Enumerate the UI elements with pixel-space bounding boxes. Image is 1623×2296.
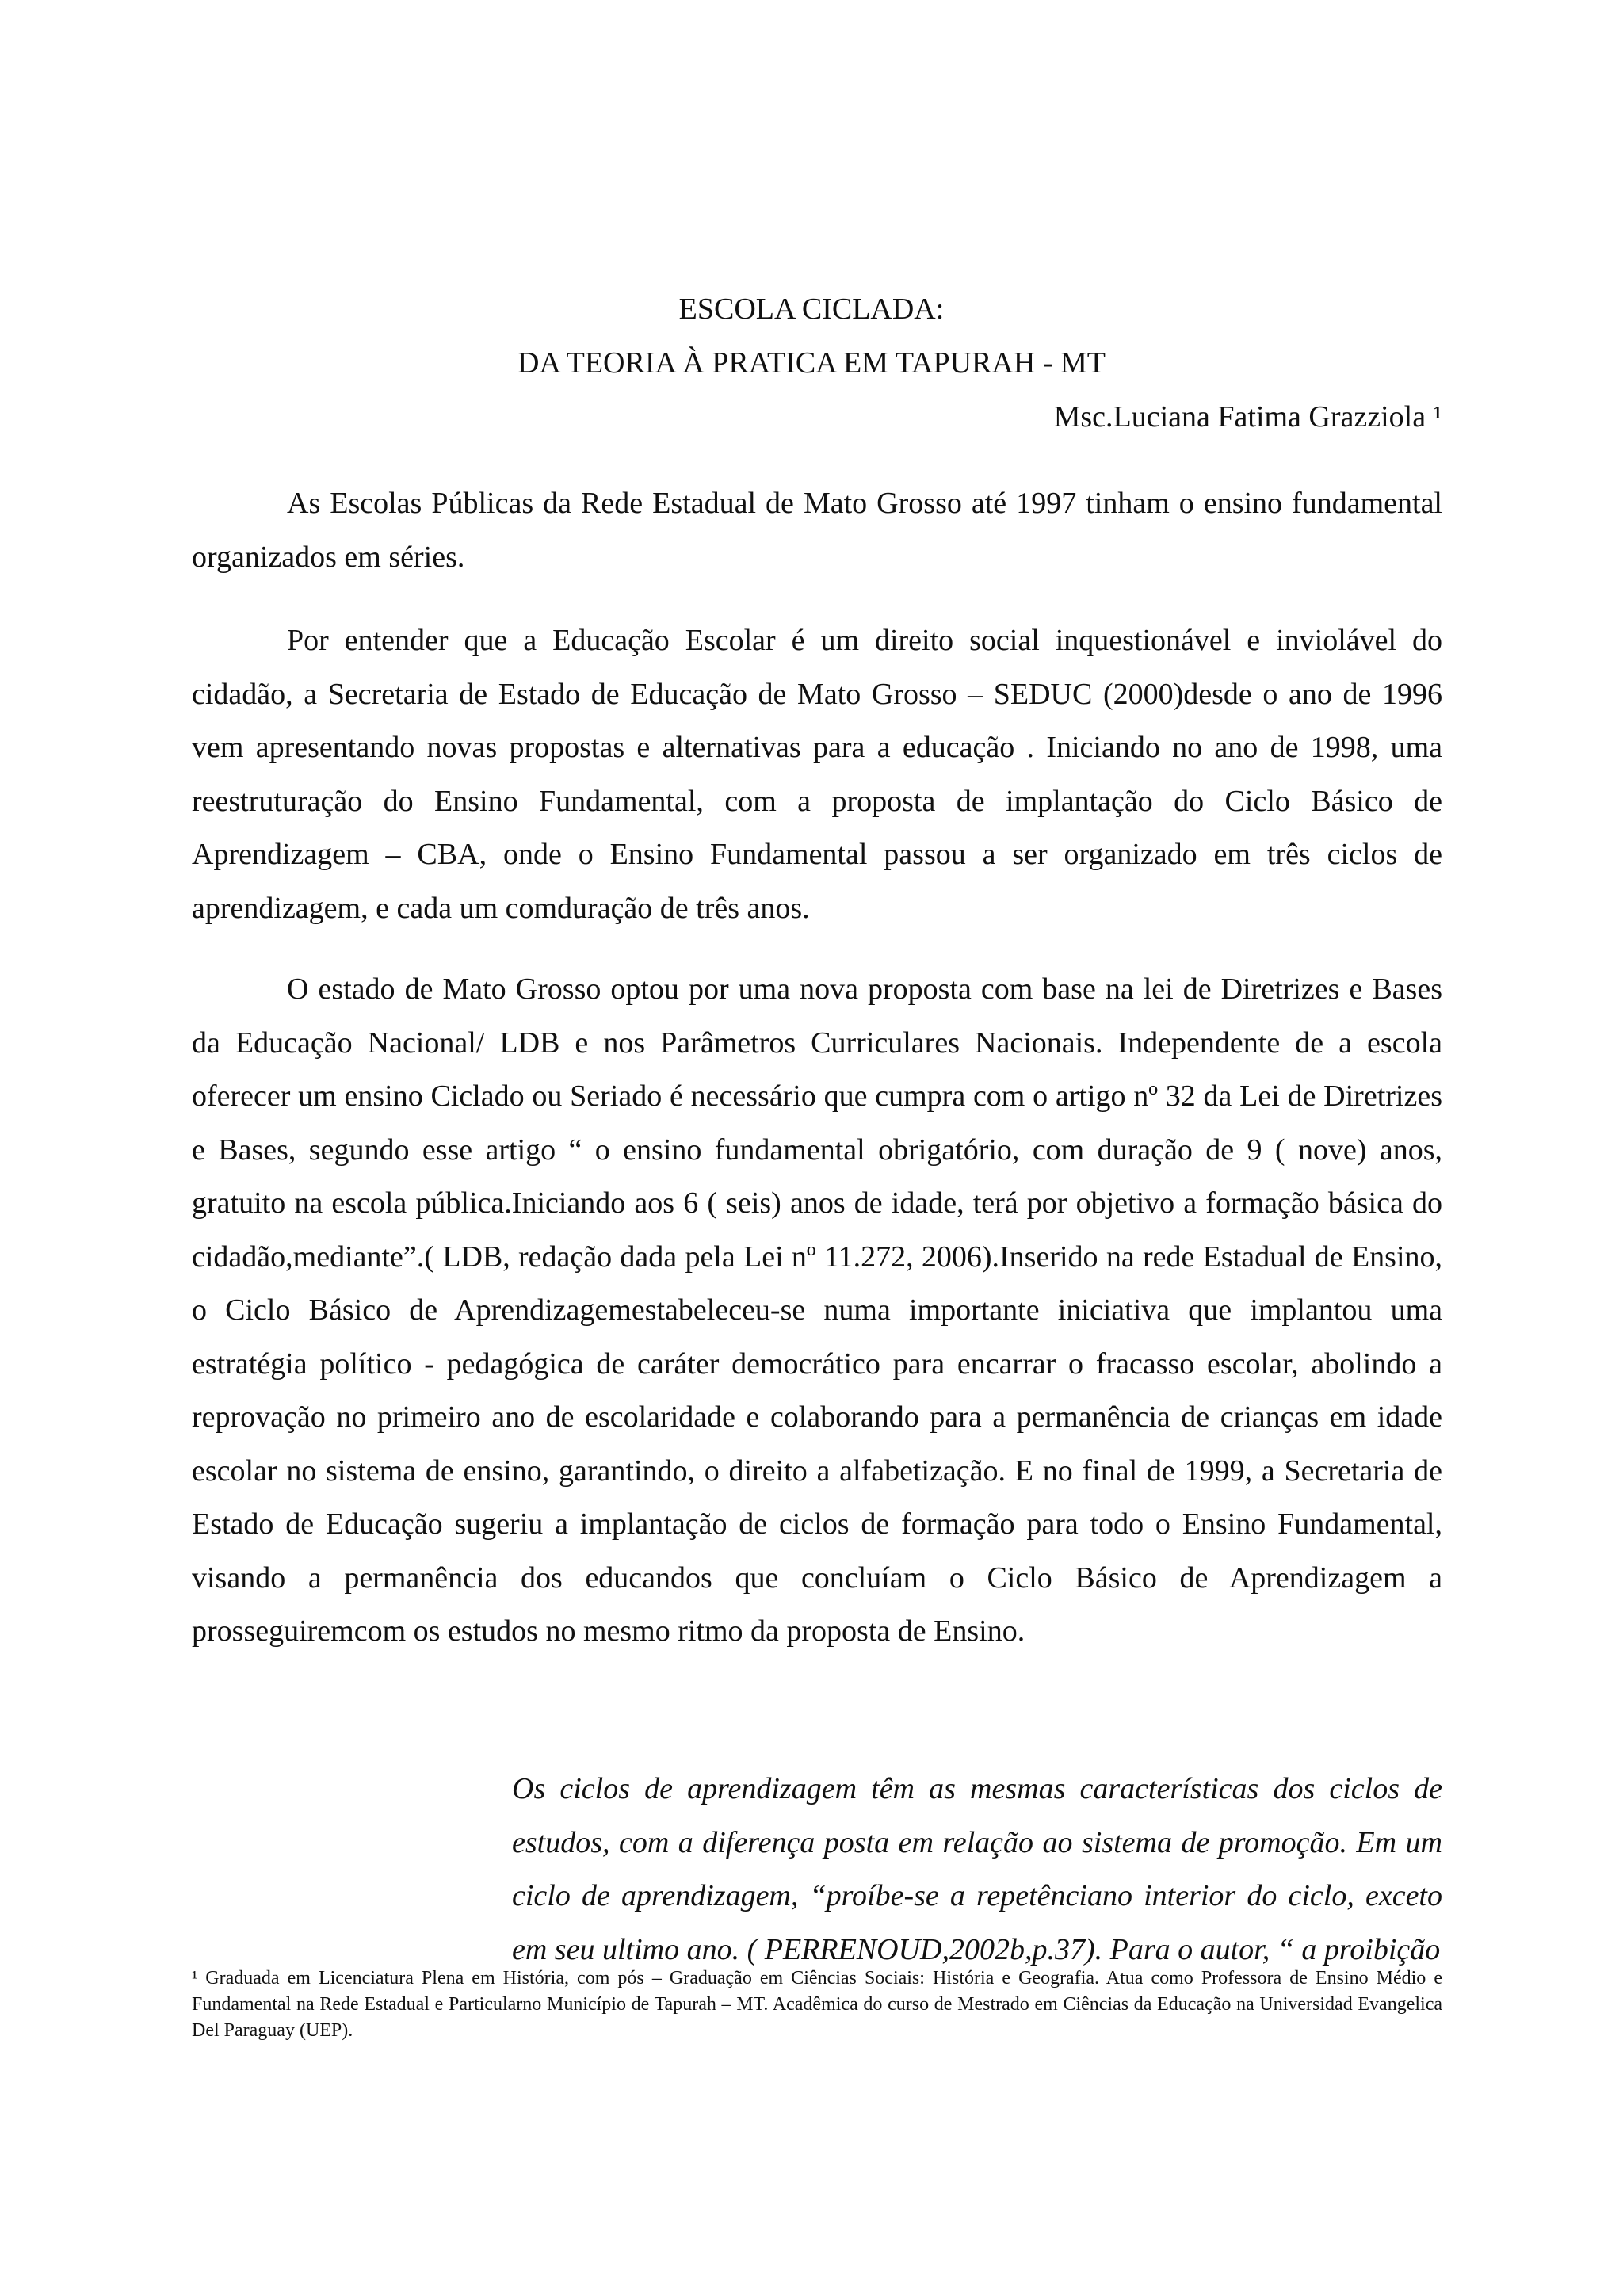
footnote: ¹ Graduada em Licenciatura Plena em História, com pós – Graduação em Ciências Sociais: História e Geografia. Atua como Professora de Ensino Médio e Fundamental na Rede Estadual e Particularno Município de Tapurah – MT. Acadêmica do curso de Mestrado em Ciências da Educação na Universidad Evangelica Del Paraguay (UEP). — [192, 1968, 1442, 2041]
block-quote: Os ciclos de aprendizagem têm as mesmas características dos ciclos de estudos, com a diferença posta em relação ao sistema de promoção. Em um ciclo de aprendizagem, “proíbe-se a repetênciano interior do ciclo, exceto em seu ultimo ano. ( PERRENOUD,2002b,p.37). Para o autor, “ a proibição — [512, 1772, 1442, 1966]
footnote-divider — [192, 1963, 525, 1964]
paragraph-3: O estado de Mato Grosso optou por uma nova proposta com base na lei de Diretrizes e Bases da Educação Nacional/ LDB e nos Parâmetros Curriculares Nacionais. Independente de a escola oferecer um ensino Ciclado ou Seriado é necessário que cumpra com o artigo nº 32 da Lei de Diretrizes e Bases, segundo esse artigo “ o ensino fundamental obrigatório, com duração de 9 ( nove) anos, gratuito na escola pública.Iniciando aos 6 ( seis) anos de idade, terá por objetivo a formação básica do cidadão,mediante”.( LDB, redação dada pela Lei nº 11.272, 2006).Inserido na rede Estadual de Ensino, o Ciclo Básico de Aprendizagemestabeleceu-se numa importante iniciativa que implantou uma estratégia político - pedagógica de caráter democrático para encarrar o fracasso escolar, abolindo a reprovação no primeiro ano de escolaridade e colaborando para a permanência de crianças em idade escolar no sistema de ensino, garantindo, o direito a alfabetização. E no final de 1999, a Secretaria de Estado de Educação sugeriu a implantação de ciclos de formação para todo o Ensino Fundamental, visando a permanência dos educandos que concluíam o Ciclo Básico de Aprendizagem a prosseguiremcom os estudos no mesmo ritmo da proposta de Ensino. — [192, 972, 1442, 1648]
document-title-line-2: DA TEORIA À PRATICA EM TAPURAH - MT — [517, 346, 1106, 380]
author-name: Msc.Luciana Fatima Grazziola ¹ — [1053, 400, 1442, 434]
document-title-line-1: ESCOLA CICLADA: — [678, 292, 945, 326]
paragraph-2: Por entender que a Educação Escolar é um direito social inquestionável e inviolável do cidadão, a Secretaria de Estado de Educação de Mato Grosso – SEDUC (2000)desde o ano de 1996 vem apresentando novas propostas e alternativas para a educação . Iniciando no ano de 1998, uma reestruturação do Ensino Fundamental, com a proposta de implantação do Ciclo Básico de Aprendizagem – CBA, onde o Ensino Fundamental passou a ser organizado em três ciclos de aprendizagem, e cada um comduração de três anos. — [192, 624, 1442, 925]
paragraph-1: As Escolas Públicas da Rede Estadual de Mato Grosso até 1997 tinham o ensino fundamental organizados em séries. — [192, 487, 1442, 574]
